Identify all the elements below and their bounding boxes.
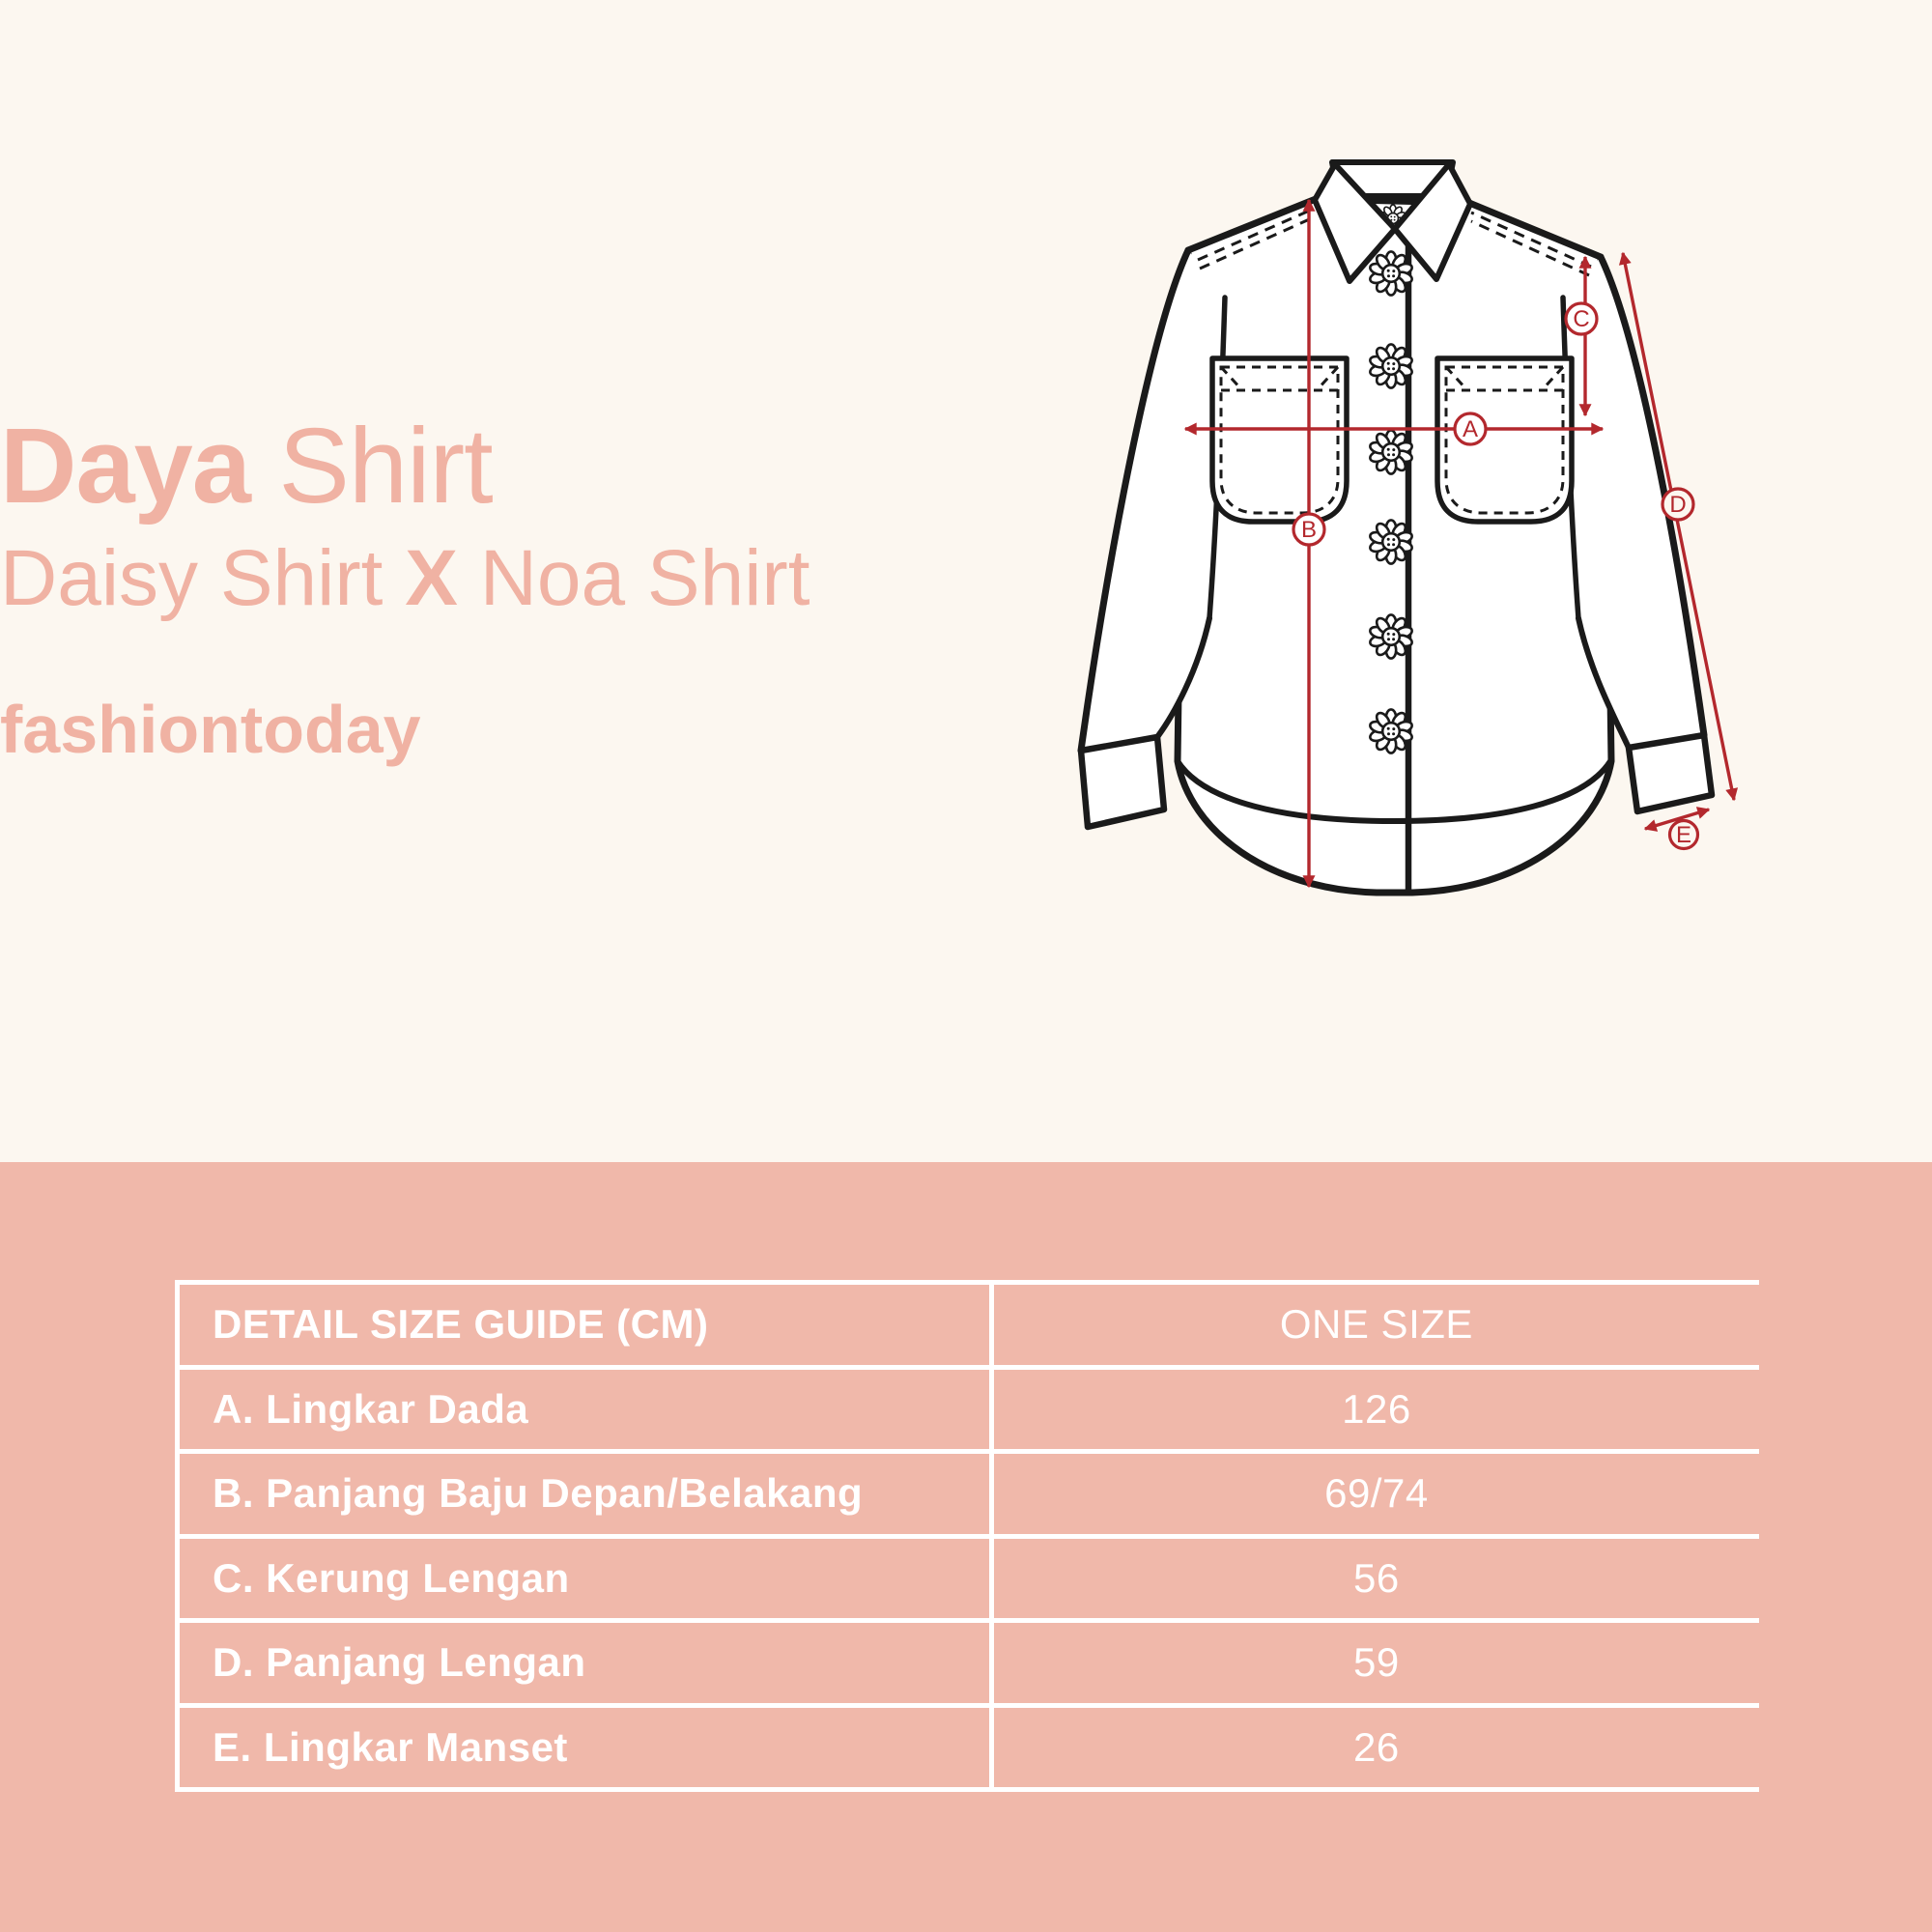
subtitle-right: Noa Shirt bbox=[457, 534, 810, 622]
subtitle-left: Daisy Shirt bbox=[0, 534, 406, 622]
shirt-measurement-diagram bbox=[966, 97, 1932, 1063]
table-row-value-panjang-baju: 69/74 bbox=[994, 1454, 1759, 1534]
svg-text:B: B bbox=[1300, 517, 1318, 543]
product-subtitle bbox=[0, 534, 1001, 622]
brand-logo: fashiontoday bbox=[0, 692, 421, 767]
table-row-label-lingkar-manset: E. Lingkar Manset bbox=[180, 1708, 989, 1788]
subtitle-x: X bbox=[405, 534, 458, 622]
table-row-label-panjang-baju: B. Panjang Baju Depan/Belakang bbox=[180, 1454, 989, 1534]
page-title bbox=[0, 407, 1001, 526]
table-row-value-lingkar-manset: 26 bbox=[994, 1708, 1759, 1788]
product-intro bbox=[0, 0, 1001, 1159]
left-cuff bbox=[1081, 737, 1164, 827]
table-row-value-panjang-lengan: 59 bbox=[994, 1623, 1759, 1703]
label-A bbox=[1455, 413, 1486, 444]
label-B bbox=[1293, 514, 1324, 545]
label-D bbox=[1662, 489, 1693, 520]
svg-text:C: C bbox=[1573, 306, 1590, 332]
right-cuff bbox=[1629, 735, 1712, 811]
table-header-detail: DETAIL SIZE GUIDE (CM) bbox=[180, 1285, 989, 1365]
svg-text:A: A bbox=[1462, 416, 1479, 442]
svg-text:E: E bbox=[1675, 822, 1692, 848]
table-row-label-panjang-lengan: D. Panjang Lengan bbox=[180, 1623, 989, 1703]
table-row-value-lingkar-dada: 126 bbox=[994, 1370, 1759, 1450]
size-guide-table bbox=[175, 1280, 1759, 1792]
table-row-value-kerung-lengan: 56 bbox=[994, 1539, 1759, 1619]
table-row-label-kerung-lengan: C. Kerung Lengan bbox=[180, 1539, 989, 1619]
svg-text:D: D bbox=[1669, 492, 1687, 518]
left-chest-pocket bbox=[1212, 358, 1347, 522]
product-type: Shirt bbox=[249, 407, 493, 526]
table-header-one-size: ONE SIZE bbox=[994, 1285, 1759, 1365]
product-name: Daya bbox=[0, 407, 250, 526]
label-E bbox=[1670, 821, 1698, 849]
table-row-label-lingkar-dada: A. Lingkar Dada bbox=[180, 1370, 989, 1450]
label-C bbox=[1566, 303, 1597, 334]
